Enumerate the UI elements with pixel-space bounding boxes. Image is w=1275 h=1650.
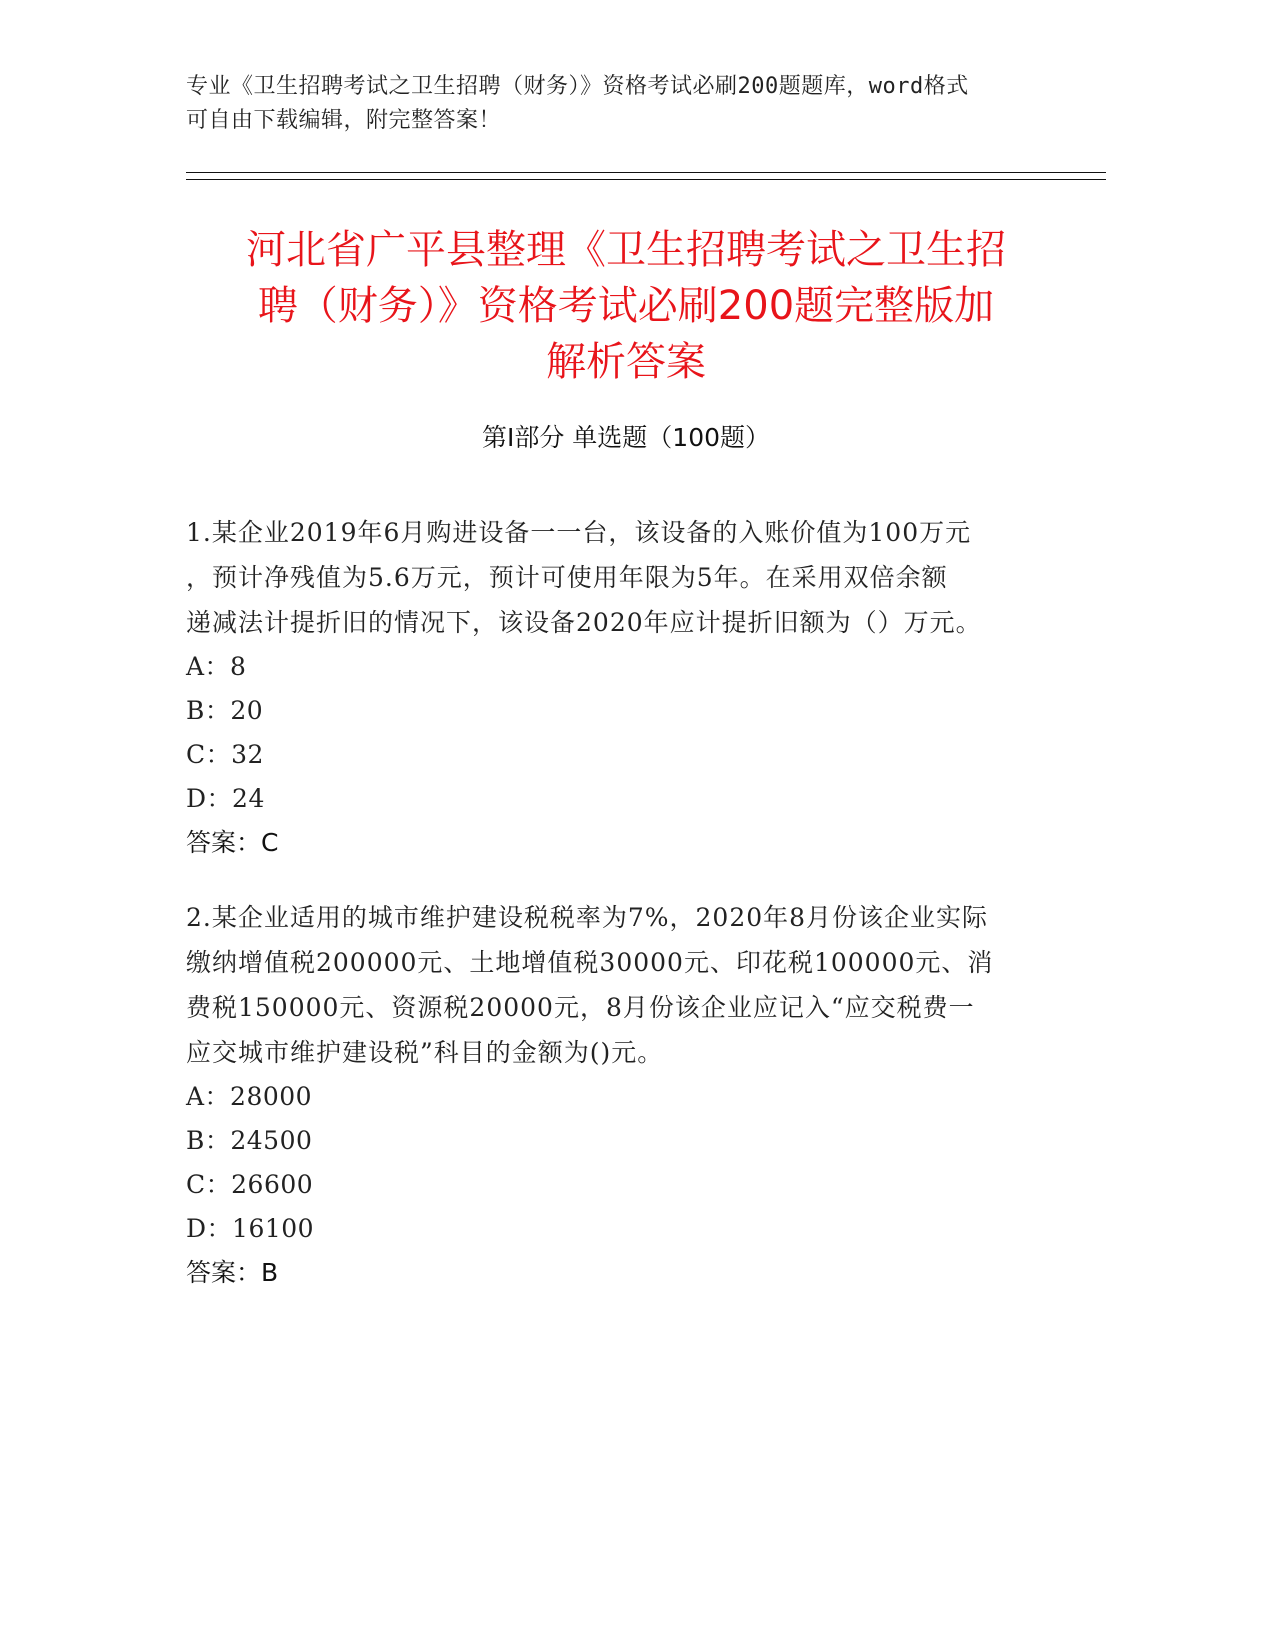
header-note-line-1: 专业《卫生招聘考试之卫生招聘（财务）》资格考试必刷200题题库，word格式 <box>186 74 969 99</box>
question-stem-line: 递减法计提折旧的情况下，该设备2020年应计提折旧额为（）万元。 <box>186 608 982 637</box>
question-stem-line: 2.某企业适用的城市维护建设税税率为7%，2020年8月份该企业实际 <box>186 903 989 932</box>
document-title-line-1: 河北省广平县整理《卫生招聘考试之卫生招 <box>246 227 1006 273</box>
answer: 答案：C <box>186 828 279 857</box>
option-b: B：20 <box>186 696 264 725</box>
option-b: B：24500 <box>186 1126 313 1155</box>
question-stem-line: 应交城市维护建设税”科目的金额为()元。 <box>186 1038 664 1067</box>
header-rule-top <box>186 172 1106 173</box>
answer: 答案：B <box>186 1258 279 1287</box>
question-stem-line: 费税150000元、资源税20000元，8月份该企业应记入“应交税费一 <box>186 993 975 1022</box>
document-title <box>186 222 1066 390</box>
option-c: C：26600 <box>186 1170 314 1199</box>
header-note-line-2: 可自由下载编辑，附完整答案！ <box>186 108 502 133</box>
option-a: A：28000 <box>186 1082 313 1111</box>
question-1 <box>186 510 1066 865</box>
document-title-line-2: 聘（财务）》资格考试必刷200题完整版加 <box>257 283 995 329</box>
option-c: C：32 <box>186 740 264 769</box>
question-stem-line: 1.某企业2019年6月购进设备一一台，该设备的入账价值为100万元 <box>186 518 972 547</box>
question-stem-line: 缴纳增值税200000元、土地增值税30000元、印花税100000元、消 <box>186 948 994 977</box>
header-note <box>186 70 1066 138</box>
section-title: 第Ⅰ部分 单选题（100题） <box>481 423 771 452</box>
header-rule-bottom <box>186 179 1106 180</box>
document-title-line-3: 解析答案 <box>546 339 706 385</box>
question-2 <box>186 895 1066 1295</box>
option-d: D：24 <box>186 784 265 813</box>
option-d: D：16100 <box>186 1214 315 1243</box>
option-a: A：8 <box>186 652 247 681</box>
question-stem-line: ，预计净残值为5.6万元，预计可使用年限为5年。在采用双倍余额 <box>186 563 948 592</box>
